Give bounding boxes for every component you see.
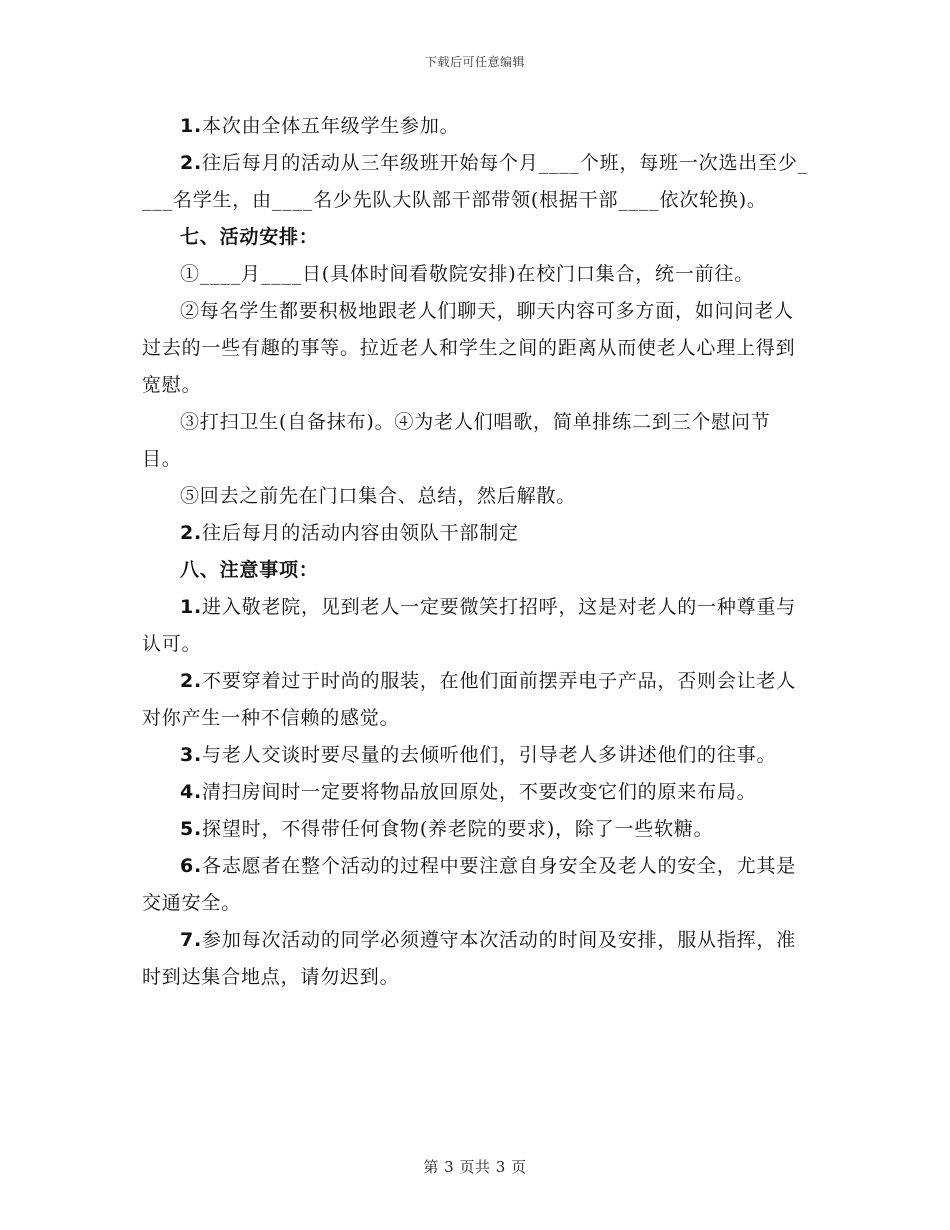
- item-number: 2.: [180, 152, 203, 174]
- item-text: ③打扫卫生(自备抹布)。④为老人们唱歌，简单排练二到三个慰问节目。: [142, 411, 771, 470]
- item-text: 本次由全体五年级学生参加。: [202, 115, 460, 137]
- list-item: [142, 737, 810, 774]
- item-text: 各志愿者在整个活动的过程中要注意自身安全及老人的安全，尤其是交通安全。: [142, 855, 797, 914]
- item-number: 2.: [180, 670, 203, 692]
- list-item: [142, 256, 810, 293]
- item-number: 5.: [180, 818, 203, 840]
- item-text: 与老人交谈时要尽量的去倾听他们，引导老人多讲述他们的往事。: [202, 744, 777, 766]
- item-text: ⑤回去之前先在门口集合、总结，然后解散。: [180, 485, 577, 507]
- section-heading-arrangement: 七、活动安排：: [180, 226, 319, 248]
- item-text: 清扫房间时一定要将物品放回原处，不要改变它们的原来布局。: [202, 781, 757, 803]
- list-item: [142, 478, 810, 515]
- item-number: 1.: [180, 596, 203, 618]
- list-item: [142, 589, 810, 663]
- list-item: [142, 774, 810, 811]
- item-text: 往后每月的活动从三年级班开始每个月____个班，每班一次选出至少____名学生，由____名少先队大队部干部带领(根据干部____依次轮换)。: [142, 152, 808, 211]
- item-text: 不要穿着过于时尚的服装，在他们面前摆弄电子产品，否则会让老人对你产生一种不信赖的感觉。: [142, 670, 797, 729]
- section-heading-notices: 八、注意事项：: [180, 559, 319, 581]
- list-item: [142, 145, 810, 219]
- page-header: 下载后可任意编辑: [424, 55, 525, 69]
- list-item: [142, 108, 810, 145]
- item-number: 6.: [180, 855, 203, 877]
- page-footer: 第 3 页共 3 页: [423, 1158, 527, 1176]
- item-number: 2.: [180, 522, 203, 544]
- item-text: 探望时，不得带任何食物(养老院的要求)，除了一些软糖。: [202, 818, 714, 840]
- list-item: [142, 811, 810, 848]
- list-item: [142, 404, 810, 478]
- document-body: [142, 108, 810, 996]
- item-text: 往后每月的活动内容由领队干部制定: [202, 522, 519, 544]
- item-text: ①____月____日(具体时间看敬院安排)在校门口集合，统一前往。: [180, 263, 755, 285]
- list-item: [142, 848, 810, 922]
- list-item: [142, 663, 810, 737]
- item-text: 参加每次活动的同学必须遵守本次活动的时间及安排，服从指挥，准时到达集合地点，请勿迟到。: [142, 929, 797, 988]
- item-text: ②每名学生都要积极地跟老人们聊天，聊天内容可多方面，如问问老人过去的一些有趣的事等。拉近老人和学生之间的距离从而使老人心理上得到宽慰。: [142, 300, 796, 396]
- item-number: 3.: [180, 744, 203, 766]
- list-item: [142, 293, 810, 404]
- item-number: 7.: [180, 929, 203, 951]
- item-number: 4.: [180, 781, 203, 803]
- list-item: [142, 922, 810, 996]
- item-text: 进入敬老院，见到老人一定要微笑打招呼，这是对老人的一种尊重与认可。: [142, 596, 797, 655]
- item-number: 1.: [180, 115, 203, 137]
- list-item: [142, 515, 810, 552]
